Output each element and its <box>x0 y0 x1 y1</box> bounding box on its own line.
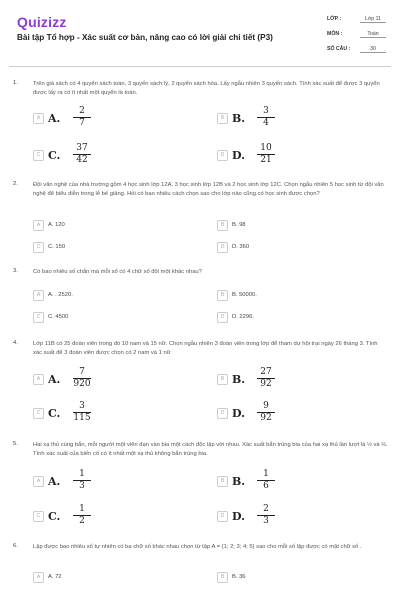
fraction <box>253 106 279 129</box>
option-label: B. <box>232 373 246 386</box>
option-label: A. <box>48 373 61 386</box>
option-box[interactable]: A <box>33 113 44 124</box>
denominator: 3 <box>263 516 269 526</box>
numerator: 27 <box>260 367 272 377</box>
option-label: B. <box>232 112 246 125</box>
question-number: 5. <box>13 441 18 447</box>
denominator: 115 <box>73 413 91 423</box>
option-text: B. 50000. <box>232 292 257 298</box>
option-text: D. 360 <box>232 244 250 250</box>
option-text: C. 150 <box>48 244 66 250</box>
option-box[interactable]: D <box>217 312 228 323</box>
question-number: 2. <box>13 181 18 187</box>
option-text: B. 98 <box>232 222 246 228</box>
option-label: B. <box>232 475 246 488</box>
fraction <box>253 143 279 166</box>
option-label: D. <box>232 149 245 162</box>
option-box[interactable]: D <box>217 242 228 253</box>
option-box[interactable]: C <box>33 511 44 522</box>
denominator: 7 <box>79 118 85 128</box>
fraction <box>253 367 279 390</box>
option-box[interactable]: A <box>33 220 44 231</box>
option-box[interactable]: B <box>217 113 228 124</box>
option-label: C. <box>48 407 61 420</box>
option-box[interactable]: B <box>217 290 228 301</box>
numerator: 7 <box>79 367 85 377</box>
option-text: A. 72 <box>48 574 62 580</box>
option-box[interactable]: C <box>33 150 44 161</box>
class-label: LỚP : <box>327 16 342 22</box>
option-box[interactable]: D <box>217 511 228 522</box>
question-text: Lớp 11B có 25 đoàn viên trong đó 10 nam và 15 nữ. Chọn ngẫu nhiên 3 đoàn viên trong lớp để tham dự hội trại ngày 26 tháng 3. Tính xác suất để 3 đoàn viên được chọn có 2 nam và 1 nữ <box>33 341 378 356</box>
denominator: 92 <box>260 413 272 423</box>
fraction <box>69 367 95 390</box>
fraction <box>69 143 95 166</box>
fraction <box>69 106 95 129</box>
option-box[interactable]: C <box>33 242 44 253</box>
numerator: 1 <box>79 504 85 514</box>
option-box[interactable]: A <box>33 572 44 583</box>
question-text: Hai xạ thủ cùng bắn, mỗi người một viên đạn vào bia một cách độc lập với nhau. Xác suất bắn trúng bia của hai xạ thủ lần lượt là ½ và ⅓. Tính xác suất của biến cố có ít nhất một xạ thủ không bắn trúng bia. <box>33 442 388 457</box>
fraction <box>253 469 279 492</box>
fraction <box>69 504 95 527</box>
denominator: 6 <box>263 481 269 491</box>
question-number: 6. <box>13 543 18 549</box>
denominator: 4 <box>263 118 269 128</box>
option-box[interactable]: B <box>217 374 228 385</box>
divider <box>9 66 391 67</box>
denominator: 92 <box>260 379 272 389</box>
option-box[interactable]: B <box>217 572 228 583</box>
denominator: 920 <box>73 379 91 389</box>
option-label: C. <box>48 149 61 162</box>
numerator: 1 <box>79 469 85 479</box>
option-text: D. 2296. <box>232 314 254 320</box>
option-box[interactable]: A <box>33 476 44 487</box>
option-text: C. 4500 <box>48 314 69 320</box>
numerator: 1 <box>263 469 269 479</box>
option-text: A. . 2520. <box>48 292 73 298</box>
quizizz-logo: Quizizz <box>17 14 67 30</box>
option-box[interactable]: A <box>33 374 44 385</box>
numerator: 9 <box>263 401 269 411</box>
option-label: C. <box>48 510 61 523</box>
question-text: Trên giá sách có 4 quyển sách toán, 3 quyển sách lý, 2 quyển sách hóa. Lấy ngẫu nhiên 3 quyển sách. Tính xác suất để được 3 quyển được lấy ra có ít nhất một quyển là toán. <box>33 81 380 96</box>
fraction <box>253 504 279 527</box>
option-label: D. <box>232 510 245 523</box>
subject-label: MÔN : <box>327 31 343 37</box>
option-text: B. 36 <box>232 574 246 580</box>
numerator: 2 <box>263 504 269 514</box>
question-number: 1. <box>13 80 18 86</box>
option-box[interactable]: C <box>33 312 44 323</box>
numerator: 10 <box>260 143 272 153</box>
question-number: 3. <box>13 268 18 274</box>
question-number: 4. <box>13 340 18 346</box>
option-label: A. <box>48 475 61 488</box>
numerator: 3 <box>263 106 269 116</box>
question-text: Đội văn nghệ của nhà trường gồm 4 học sinh lớp 12A, 3 học sinh lớp 12B và 2 học sinh lớp 12C. Chọn ngẫu nhiên 5 học sinh từ đội văn nghệ để biểu diễn trong lễ bế giảng. Hỏi có bao nhiêu cách chọn sao cho lớp nào cũng có học sinh được chọn? <box>33 182 384 197</box>
page-title: Bài tập Tổ hợp - Xác suất cơ bản, nâng cao có lời giải chi tiết (P3) <box>17 33 273 42</box>
numerator: 37 <box>76 143 88 153</box>
fraction <box>69 401 95 424</box>
option-label: D. <box>232 407 245 420</box>
question-text: Lập được bao nhiêu số tự nhiên có ba chữ số khác nhau chọn từ tập A = {1; 2; 3; 4; 5} sao cho mỗi số lập được có mặt chữ số . <box>33 544 362 550</box>
option-box[interactable]: B <box>217 476 228 487</box>
fraction <box>69 469 95 492</box>
denominator: 42 <box>76 155 88 165</box>
page-header <box>0 0 400 62</box>
question-text: Có bao nhiêu số chẵn mà mỗi số có 4 chữ số đôi một khác nhau? <box>33 269 202 275</box>
fraction <box>253 401 279 424</box>
option-label: A. <box>48 112 61 125</box>
option-box[interactable]: B <box>217 220 228 231</box>
option-box[interactable]: D <box>217 408 228 419</box>
numerator: 2 <box>79 106 85 116</box>
denominator: 21 <box>260 155 272 165</box>
count-label: SỐ CÂU : <box>327 46 351 52</box>
denominator: 3 <box>79 481 85 491</box>
subject-value: Toán <box>360 31 386 38</box>
denominator: 2 <box>79 516 85 526</box>
option-box[interactable]: A <box>33 290 44 301</box>
option-box[interactable]: C <box>33 408 44 419</box>
numerator: 3 <box>79 401 85 411</box>
option-box[interactable]: D <box>217 150 228 161</box>
option-text: A. 120 <box>48 222 65 228</box>
count-value: 30 <box>360 46 386 53</box>
class-value: Lớp 11 <box>360 16 386 23</box>
